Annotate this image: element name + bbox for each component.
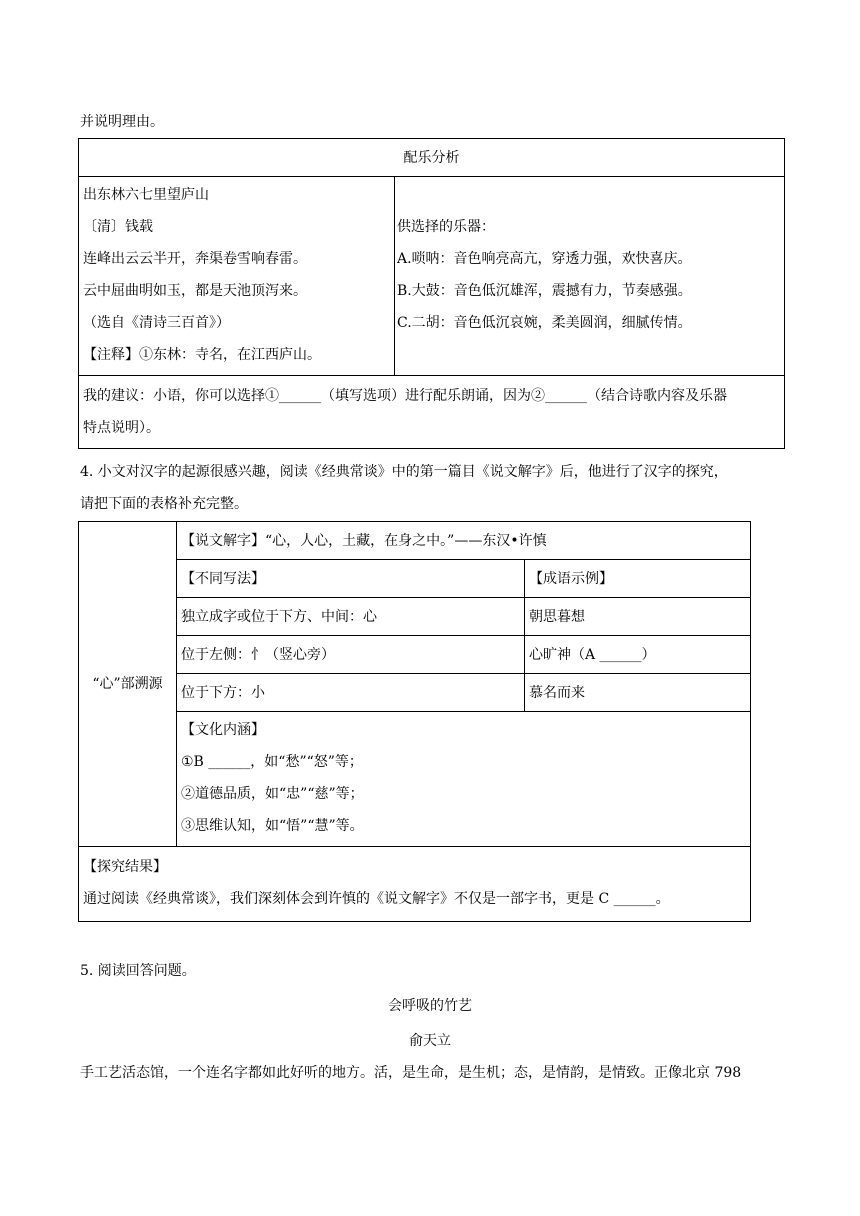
result-cell [79, 847, 751, 922]
suggestion-line-2: 特点说明）。 [83, 420, 160, 436]
left-label: “心”部溯源 [79, 522, 177, 847]
idioms-header: 【成语示例】 [525, 560, 751, 598]
idiom-row-1: 朝思暮想 [525, 598, 751, 636]
idiom-row-3: 慕名而来 [525, 674, 751, 712]
heart-radical-table [78, 521, 751, 922]
forms-header: 【不同写法】 [177, 560, 525, 598]
shuowen-cell: 【说文解字】“心，人心，土藏，在身之中。”——东汉•许慎 [177, 522, 751, 560]
culture-cell [177, 712, 751, 847]
suggestion-cell [79, 376, 785, 449]
article-paragraph: 手工艺活态馆，一个连名字都如此好听的地方。活，是生命，是生机；态，是情韵，是情致。正像北京 798 [80, 1065, 742, 1081]
culture-heading: 【文化内涵】 [181, 722, 265, 738]
intro-line: 并说明理由。 [80, 114, 164, 130]
article-title: 会呼吸的竹艺 [388, 998, 472, 1014]
culture-item-1: ①B ______，如“愁”“怒”等； [181, 754, 363, 770]
form-row-2: 位于左侧：忄（竖心旁） [177, 636, 525, 674]
music-analysis-table [78, 138, 785, 449]
culture-item-3: ③思维认知，如“悟”“慧”等。 [181, 818, 364, 834]
table-header: 配乐分析 [79, 139, 785, 177]
result-heading: 【探究结果】 [83, 859, 167, 875]
idiom-row-2: 心旷神（A ______） [525, 636, 751, 674]
q4-line-2: 请把下面的表格补充完整。 [80, 496, 248, 512]
result-text: 通过阅读《经典常谈》，我们深刻体会到许慎的《说文解字》不仅是一部字书，更是 C ______。 [83, 891, 670, 907]
poem-title: 出东林六七里望庐山 [83, 187, 209, 203]
poem-line-2: 云中屈曲明如玉，都是天池顶泻来。 [83, 283, 307, 299]
instruments-heading: 供选择的乐器： [397, 219, 495, 235]
q5-label: 5. 阅读回答问题。 [80, 963, 196, 979]
poem-author: 〔清〕钱载 [83, 219, 153, 235]
poem-note: 【注释】①东林：寺名，在江西庐山。 [83, 347, 321, 363]
instruments-cell [395, 177, 785, 376]
article-author: 俞天立 [409, 1033, 451, 1049]
instrument-a: A.唢呐：音色响亮高亢，穿透力强，欢快喜庆。 [397, 251, 692, 267]
instrument-c: C.二胡：音色低沉哀婉，柔美圆润，细腻传情。 [397, 315, 692, 331]
form-row-3: 位于下方：小 [177, 674, 525, 712]
poem-cell [79, 177, 395, 376]
poem-source: （选自《清诗三百首》） [83, 315, 230, 331]
suggestion-line-1: 我的建议：小语，你可以选择①______（填写选项）进行配乐朗诵，因为②______（结合诗歌内容及乐器 [83, 388, 727, 404]
instrument-b: B.大鼓：音色低沉雄浑，震撼有力，节奏感强。 [397, 283, 692, 299]
culture-item-2: ②道德品质，如“忠”“慈”等； [181, 786, 364, 802]
q4-line-1: 4. 小文对汉字的起源很感兴趣，阅读《经典常谈》中的第一篇目《说文解字》后，他进行了汉字的探究， [80, 464, 728, 480]
poem-line-1: 连峰出云云半开，奔渠卷雪响春雷。 [83, 251, 307, 267]
form-row-1: 独立成字或位于下方、中间：心 [177, 598, 525, 636]
